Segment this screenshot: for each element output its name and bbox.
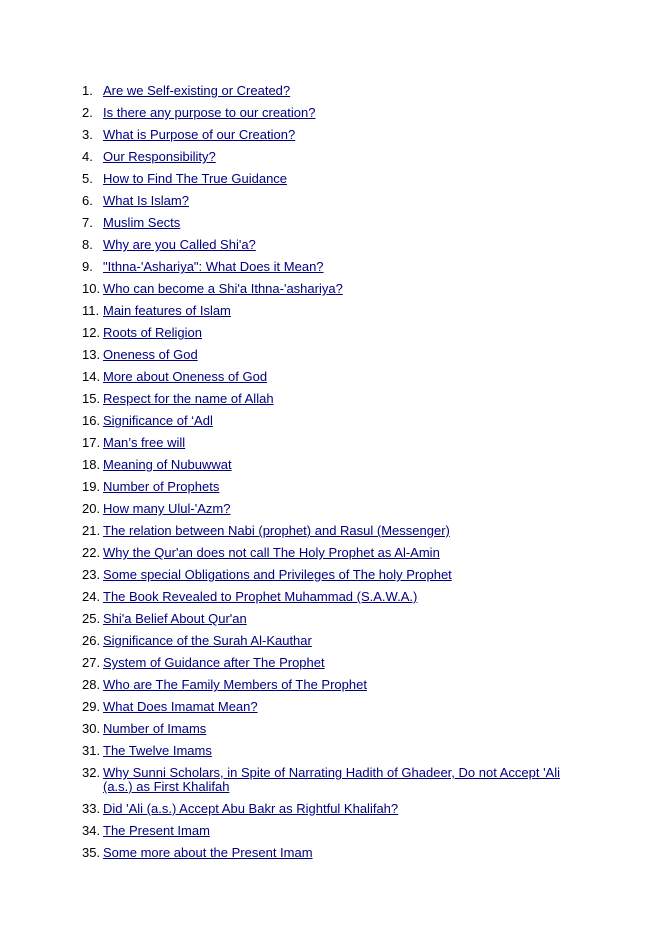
- toc-link[interactable]: "Ithna-'Ashariya": What Does it Mean?: [103, 259, 324, 274]
- list-item-number: 17.: [82, 435, 101, 450]
- toc-link[interactable]: The relation between Nabi (prophet) and Rasul (Messenger): [103, 523, 450, 538]
- toc-link[interactable]: Are we Self-existing or Created?: [103, 83, 291, 98]
- toc-link[interactable]: Shi'a Belief About Qur'an: [103, 611, 247, 626]
- list-item-number: 27.: [82, 655, 101, 670]
- list-item-number: 13.: [82, 347, 101, 362]
- list-item: [82, 502, 582, 516]
- toc-link[interactable]: Who can become a Shi'a Ithna-'ashariya?: [103, 281, 343, 296]
- list-item-number: 35.: [82, 845, 101, 860]
- list-item-number: 9.: [82, 259, 93, 274]
- list-item-number: 24.: [82, 589, 101, 604]
- list-item: [82, 150, 582, 164]
- list-item: [82, 458, 582, 472]
- list-item-number: 23.: [82, 567, 101, 582]
- list-item-number: 11.: [82, 303, 100, 318]
- list-item: [82, 238, 582, 252]
- toc-link[interactable]: The Present Imam: [103, 823, 210, 838]
- list-item-number: 6.: [82, 193, 93, 208]
- list-item-number: 2.: [82, 105, 93, 120]
- toc-link[interactable]: Significance of the Surah Al-Kauthar: [103, 633, 312, 648]
- list-item: [82, 128, 582, 142]
- list-item: [82, 546, 582, 560]
- list-item: [82, 304, 582, 318]
- list-item: [82, 370, 582, 384]
- toc-link[interactable]: More about Oneness of God: [103, 369, 268, 384]
- list-item-number: 1.: [82, 83, 93, 98]
- list-item-number: 10.: [82, 281, 101, 296]
- list-item-number: 7.: [82, 215, 93, 230]
- list-item: [82, 656, 582, 670]
- list-item: [82, 678, 582, 692]
- list-item-number: 20.: [82, 501, 101, 516]
- list-item-number: 5.: [82, 171, 93, 186]
- list-item: [82, 84, 582, 98]
- list-item: [82, 802, 582, 816]
- list-item-number: 28.: [82, 677, 101, 692]
- list-item: [82, 216, 582, 230]
- toc-link[interactable]: Man’s free will: [103, 435, 186, 450]
- toc-link[interactable]: What Does Imamat Mean?: [103, 699, 258, 714]
- list-item: [82, 414, 582, 428]
- toc-link[interactable]: How to Find The True Guidance: [103, 171, 288, 186]
- list-item-number: 30.: [82, 721, 101, 736]
- list-item-number: 21.: [82, 523, 101, 538]
- list-item-number: 19.: [82, 479, 101, 494]
- list-item-number: 29.: [82, 699, 101, 714]
- list-item-number: 8.: [82, 237, 93, 252]
- toc-link[interactable]: Some more about the Present Imam: [103, 845, 313, 860]
- list-item: [82, 700, 582, 714]
- list-item-number: 14.: [82, 369, 101, 384]
- list-item-number: 34.: [82, 823, 101, 838]
- list-item-number: 4.: [82, 149, 93, 164]
- list-item: [82, 282, 582, 296]
- list-item-number: 33.: [82, 801, 101, 816]
- toc-link[interactable]: System of Guidance after The Prophet: [103, 655, 325, 670]
- list-item: [82, 634, 582, 648]
- list-item: [82, 348, 582, 362]
- list-item-number: 32.: [82, 765, 101, 780]
- toc-link[interactable]: Our Responsibility?: [103, 149, 216, 164]
- list-item: [82, 392, 582, 406]
- toc-link[interactable]: What is Purpose of our Creation?: [103, 127, 296, 142]
- list-item: [82, 480, 582, 494]
- list-item: [82, 766, 582, 794]
- toc-link[interactable]: Main features of Islam: [103, 303, 231, 318]
- list-item-number: 3.: [82, 127, 93, 142]
- toc-link[interactable]: Oneness of God: [103, 347, 198, 362]
- list-item: [82, 260, 582, 274]
- toc-link[interactable]: Roots of Religion: [103, 325, 202, 340]
- toc-link[interactable]: Meaning of Nubuwwat: [103, 457, 232, 472]
- toc-link[interactable]: Did 'Ali (a.s.) Accept Abu Bakr as Rightful Khalifah?: [103, 801, 399, 816]
- list-item-number: 25.: [82, 611, 101, 626]
- toc-link[interactable]: Is there any purpose to our creation?: [103, 105, 316, 120]
- toc-link[interactable]: What Is Islam?: [103, 193, 189, 208]
- list-item: [82, 106, 582, 120]
- list-item: [82, 194, 582, 208]
- list-item: [82, 568, 582, 582]
- toc-link[interactable]: Number of Imams: [103, 721, 207, 736]
- list-item: [82, 172, 582, 186]
- list-item-number: 22.: [82, 545, 101, 560]
- list-item: [82, 436, 582, 450]
- list-item-number: 31.: [82, 743, 101, 758]
- toc-link[interactable]: Why Sunni Scholars, in Spite of Narrating Hadith of Ghadeer, Do not Accept 'Ali (a.s.) as First Khalifah: [103, 765, 560, 794]
- list-item-number: 18.: [82, 457, 101, 472]
- list-item: [82, 824, 582, 838]
- list-item: [82, 524, 582, 538]
- toc-link[interactable]: The Book Revealed to Prophet Muhammad (S.A.W.A.): [103, 589, 418, 604]
- toc-link[interactable]: Muslim Sects: [103, 215, 181, 230]
- toc-link[interactable]: Why are you Called Shi'a?: [103, 237, 256, 252]
- table-of-contents: [82, 84, 582, 868]
- list-item: [82, 612, 582, 626]
- toc-link[interactable]: Significance of ‘Adl: [103, 413, 213, 428]
- list-item-number: 16.: [82, 413, 101, 428]
- list-item: [82, 722, 582, 736]
- toc-link[interactable]: Why the Qur'an does not call The Holy Prophet as Al-Amin: [103, 545, 440, 560]
- list-item-number: 12.: [82, 325, 101, 340]
- toc-link[interactable]: Who are The Family Members of The Prophet: [103, 677, 367, 692]
- list-item-number: 26.: [82, 633, 101, 648]
- toc-link[interactable]: Number of Prophets: [103, 479, 220, 494]
- list-item: [82, 846, 582, 860]
- list-item: [82, 744, 582, 758]
- toc-link[interactable]: Some special Obligations and Privileges of The holy Prophet: [103, 567, 452, 582]
- list-item-number: 15.: [82, 391, 101, 406]
- toc-link[interactable]: The Twelve Imams: [103, 743, 212, 758]
- list-item: [82, 590, 582, 604]
- toc-link[interactable]: Respect for the name of Allah: [103, 391, 274, 406]
- toc-link[interactable]: How many Ulul-'Azm?: [103, 501, 231, 516]
- list-item: [82, 326, 582, 340]
